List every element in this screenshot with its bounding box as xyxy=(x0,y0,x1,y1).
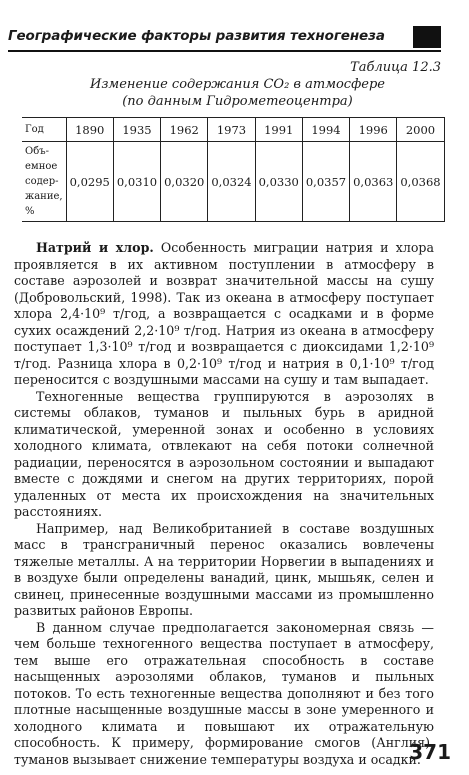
table-value-row xyxy=(22,142,444,222)
table-value: 0,0368 xyxy=(397,142,444,222)
header-rule xyxy=(8,50,441,52)
co2-table xyxy=(22,117,445,222)
body-text xyxy=(14,240,434,768)
header-black-tab xyxy=(413,26,441,48)
table-caption-line2: (по данным Гидрометеоцентра) xyxy=(122,94,353,109)
table-value: 0,0363 xyxy=(350,142,397,222)
paragraph-relationship: В данном случае предполагается закономерная связь — чем больше техногенного вещества поступает в атмосферу, тем выше его отражательная способность в составе насыщенных аэрозолями облаков, туманов и пыльных потоков. То есть техногенные вещества дополняют и без того плотные насыщенные воздушные массы в зоне умеренного и холодного климата и повышают их отражательную способность. К примеру, формирование смогов (Англия), туманов вызывает снижение температуры воздуха и осадки. xyxy=(14,619,434,767)
paragraph-text: Особенность миграции натрия и хлора проявляется в их активном поступлении в атмосферу в составе аэрозолей и возврат значительной массы на сушу (Добровольский, 1998). Так из океана в атмосферу поступает хлора 2,4·10⁹ т/год, а возвращается с осадками и в форме сухих осаждений 2,2·10⁹ т/год. Натрия из океана в атмосферу поступает 1,3·10⁹ т/год и возвращается с диоксидами 1,2·10⁹ т/год. Разница хлора в 0,2·10⁹ т/год и натрия в 0,1·10⁹ т/год переносится с воздушными массами на сушу и там выпадает. xyxy=(14,240,434,387)
table-year: 1962 xyxy=(161,118,208,142)
table-value: 0,0295 xyxy=(66,142,113,222)
table-value: 0,0310 xyxy=(113,142,160,222)
paragraph-example: Например, над Великобританией в составе воздушных масс в трансграничный перенос оказались вовлечены тяжелые металлы. А на территории Норвегии в выпадениях и в воздухе были определены ванадий, цинк, мышьяк, селен и свинец, принесенные воздушными массами из промышленно развитых районов Европы. xyxy=(14,520,434,618)
table-year: 1991 xyxy=(255,118,302,142)
table-value: 0,0324 xyxy=(208,142,255,222)
table-row-label: Объ- емное содер- жание, % xyxy=(22,142,66,222)
running-header xyxy=(8,26,441,50)
table-year: 1890 xyxy=(66,118,113,142)
table-header-row xyxy=(22,118,444,142)
table-header-label: Год xyxy=(22,118,66,142)
table-year: 1935 xyxy=(113,118,160,142)
paragraph-sodium-chlorine xyxy=(14,240,434,389)
table-value: 0,0330 xyxy=(255,142,302,222)
running-header-title: Географические факторы развития техногенеза xyxy=(8,28,385,44)
paragraph-lead: Натрий и хлор. xyxy=(36,240,154,255)
table-year: 1973 xyxy=(208,118,255,142)
table-year: 1994 xyxy=(302,118,349,142)
table-year: 1996 xyxy=(350,118,397,142)
table-caption-line1: Изменение содержания CO₂ в атмосфере xyxy=(90,77,385,92)
table-number: Таблица 12.3 xyxy=(350,60,441,75)
paragraph-aerosols: Техногенные вещества группируются в аэрозолях в системы облаков, туманов и пыльных бурь в аридной климатической, умеренной зонах и особенно в условиях холодного климата, отвлекают на себя потоки солнечной радиации, переносятся в аэрозольном состоянии и выпадают вместе с дождями и снегом на других территориях, порой удаленных от места их происхождения на значительных расстояниях. xyxy=(14,388,434,519)
table-year: 2000 xyxy=(397,118,444,142)
page-number: 371 xyxy=(409,740,451,764)
table-value: 0,0320 xyxy=(161,142,208,222)
table-value: 0,0357 xyxy=(302,142,349,222)
